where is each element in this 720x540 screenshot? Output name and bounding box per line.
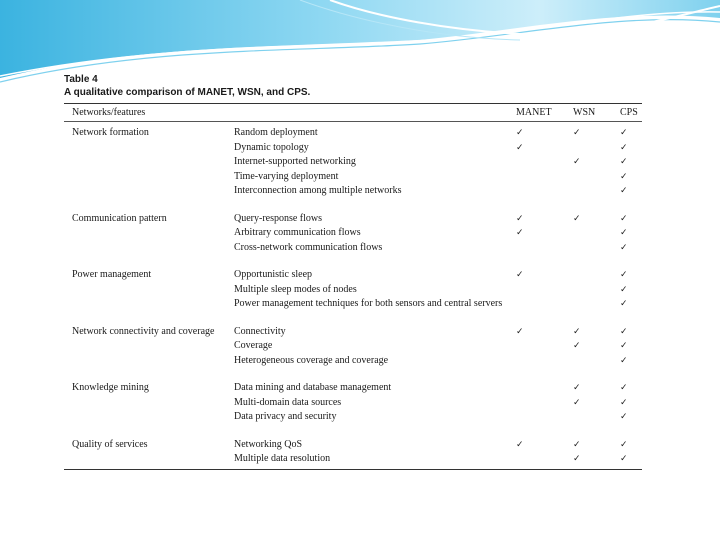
table-caption: A qualitative comparison of MANET, WSN, and CPS. [64,87,311,98]
table-figure [64,74,642,470]
checkmark-icon: ✓ [516,142,524,153]
checkmark-icon: ✓ [620,171,628,182]
network-category-label: Power management [72,269,152,280]
checkmark-icon: ✓ [620,355,628,366]
table-row [64,226,642,241]
checkmark-icon: ✓ [620,284,628,295]
feature-label: Time-varying deployment [234,170,339,182]
network-category-label: Communication pattern [72,212,167,224]
feature-label: Networking QoS [234,438,303,450]
network-category-label: Network connectivity and coverage [72,325,215,337]
header-networks-features: Networks/features [72,107,146,118]
table-row [64,381,642,396]
checkmark-icon: ✓ [516,439,524,450]
checkmark-icon: ✓ [620,128,628,138]
header-manet: MANET [516,107,552,118]
table-row [64,396,642,411]
checkmark-icon: ✓ [573,128,581,138]
feature-label: Multiple data resolution [234,453,331,464]
network-category-label: Network formation [72,127,149,138]
checkmark-icon: ✓ [516,213,524,224]
group-spacer [64,368,642,381]
checkmark-icon: ✓ [620,439,628,450]
header-wsn: WSN [573,107,596,118]
checkmark-icon: ✓ [620,326,628,337]
feature-label: Opportunistic sleep [234,269,313,280]
checkmark-icon: ✓ [573,439,581,450]
table-row [64,141,642,156]
checkmark-icon: ✓ [573,454,581,464]
checkmark-icon: ✓ [620,383,628,393]
header-cps: CPS [620,107,638,118]
feature-label: Coverage [234,340,273,351]
feature-label: Multi-domain data sources [234,396,342,408]
checkmark-icon: ✓ [516,326,524,337]
network-category-label: Knowledge mining [72,382,149,393]
checkmark-icon: ✓ [573,397,581,408]
checkmark-icon: ✓ [620,299,628,309]
checkmark-icon: ✓ [620,186,628,196]
table-row [64,452,642,467]
feature-label: Cross-network communication flows [234,241,383,253]
table-row [64,268,642,283]
checkmark-icon: ✓ [620,157,628,167]
feature-label: Random deployment [234,127,318,138]
table-row [64,126,642,141]
checkmark-icon: ✓ [620,242,628,253]
checkmark-icon: ✓ [620,228,628,238]
checkmark-icon: ✓ [516,128,524,138]
feature-label: Query-response flows [234,212,323,224]
feature-label: Internet-supported networking [234,156,356,167]
feature-label: Data privacy and security [234,411,337,422]
feature-label: Interconnection among multiple networks [234,185,402,196]
table-row [64,410,642,425]
checkmark-icon: ✓ [620,412,628,422]
feature-label: Data mining and database management [234,382,392,393]
table-body [64,122,642,467]
feature-label: Multiple sleep modes of nodes [234,283,357,295]
checkmark-icon: ✓ [573,326,581,337]
checkmark-icon: ✓ [573,341,581,351]
checkmark-icon: ✓ [573,383,581,393]
checkmark-icon: ✓ [620,397,628,408]
table-header-row [64,104,642,121]
table-row [64,339,642,354]
feature-label: Power management techniques for both sensors and central servers [234,298,503,309]
checkmark-icon: ✓ [620,213,628,224]
feature-label: Arbitrary communication flows [234,227,361,238]
feature-label: Heterogeneous coverage and coverage [234,354,389,366]
checkmark-icon: ✓ [516,270,524,280]
checkmark-icon: ✓ [573,213,581,224]
group-spacer [64,312,642,325]
checkmark-icon: ✓ [620,454,628,464]
feature-label: Dynamic topology [234,141,309,153]
table-row [64,438,642,453]
table-row [64,155,642,170]
table-row [64,241,642,256]
checkmark-icon: ✓ [573,157,581,167]
checkmark-icon: ✓ [620,341,628,351]
table-row [64,170,642,185]
network-category-label: Quality of services [72,438,148,450]
feature-label: Connectivity [234,325,286,337]
checkmark-icon: ✓ [516,228,524,238]
checkmark-icon: ✓ [620,142,628,153]
table-row [64,354,642,369]
table-row [64,283,642,298]
table-row [64,184,642,199]
table-number: Table 4 [64,74,98,85]
checkmark-icon: ✓ [620,270,628,280]
table-row [64,297,642,312]
table-row [64,212,642,227]
group-spacer [64,425,642,438]
group-spacer [64,255,642,268]
group-spacer [64,199,642,212]
table-row [64,325,642,340]
bottom-rule [64,469,642,470]
